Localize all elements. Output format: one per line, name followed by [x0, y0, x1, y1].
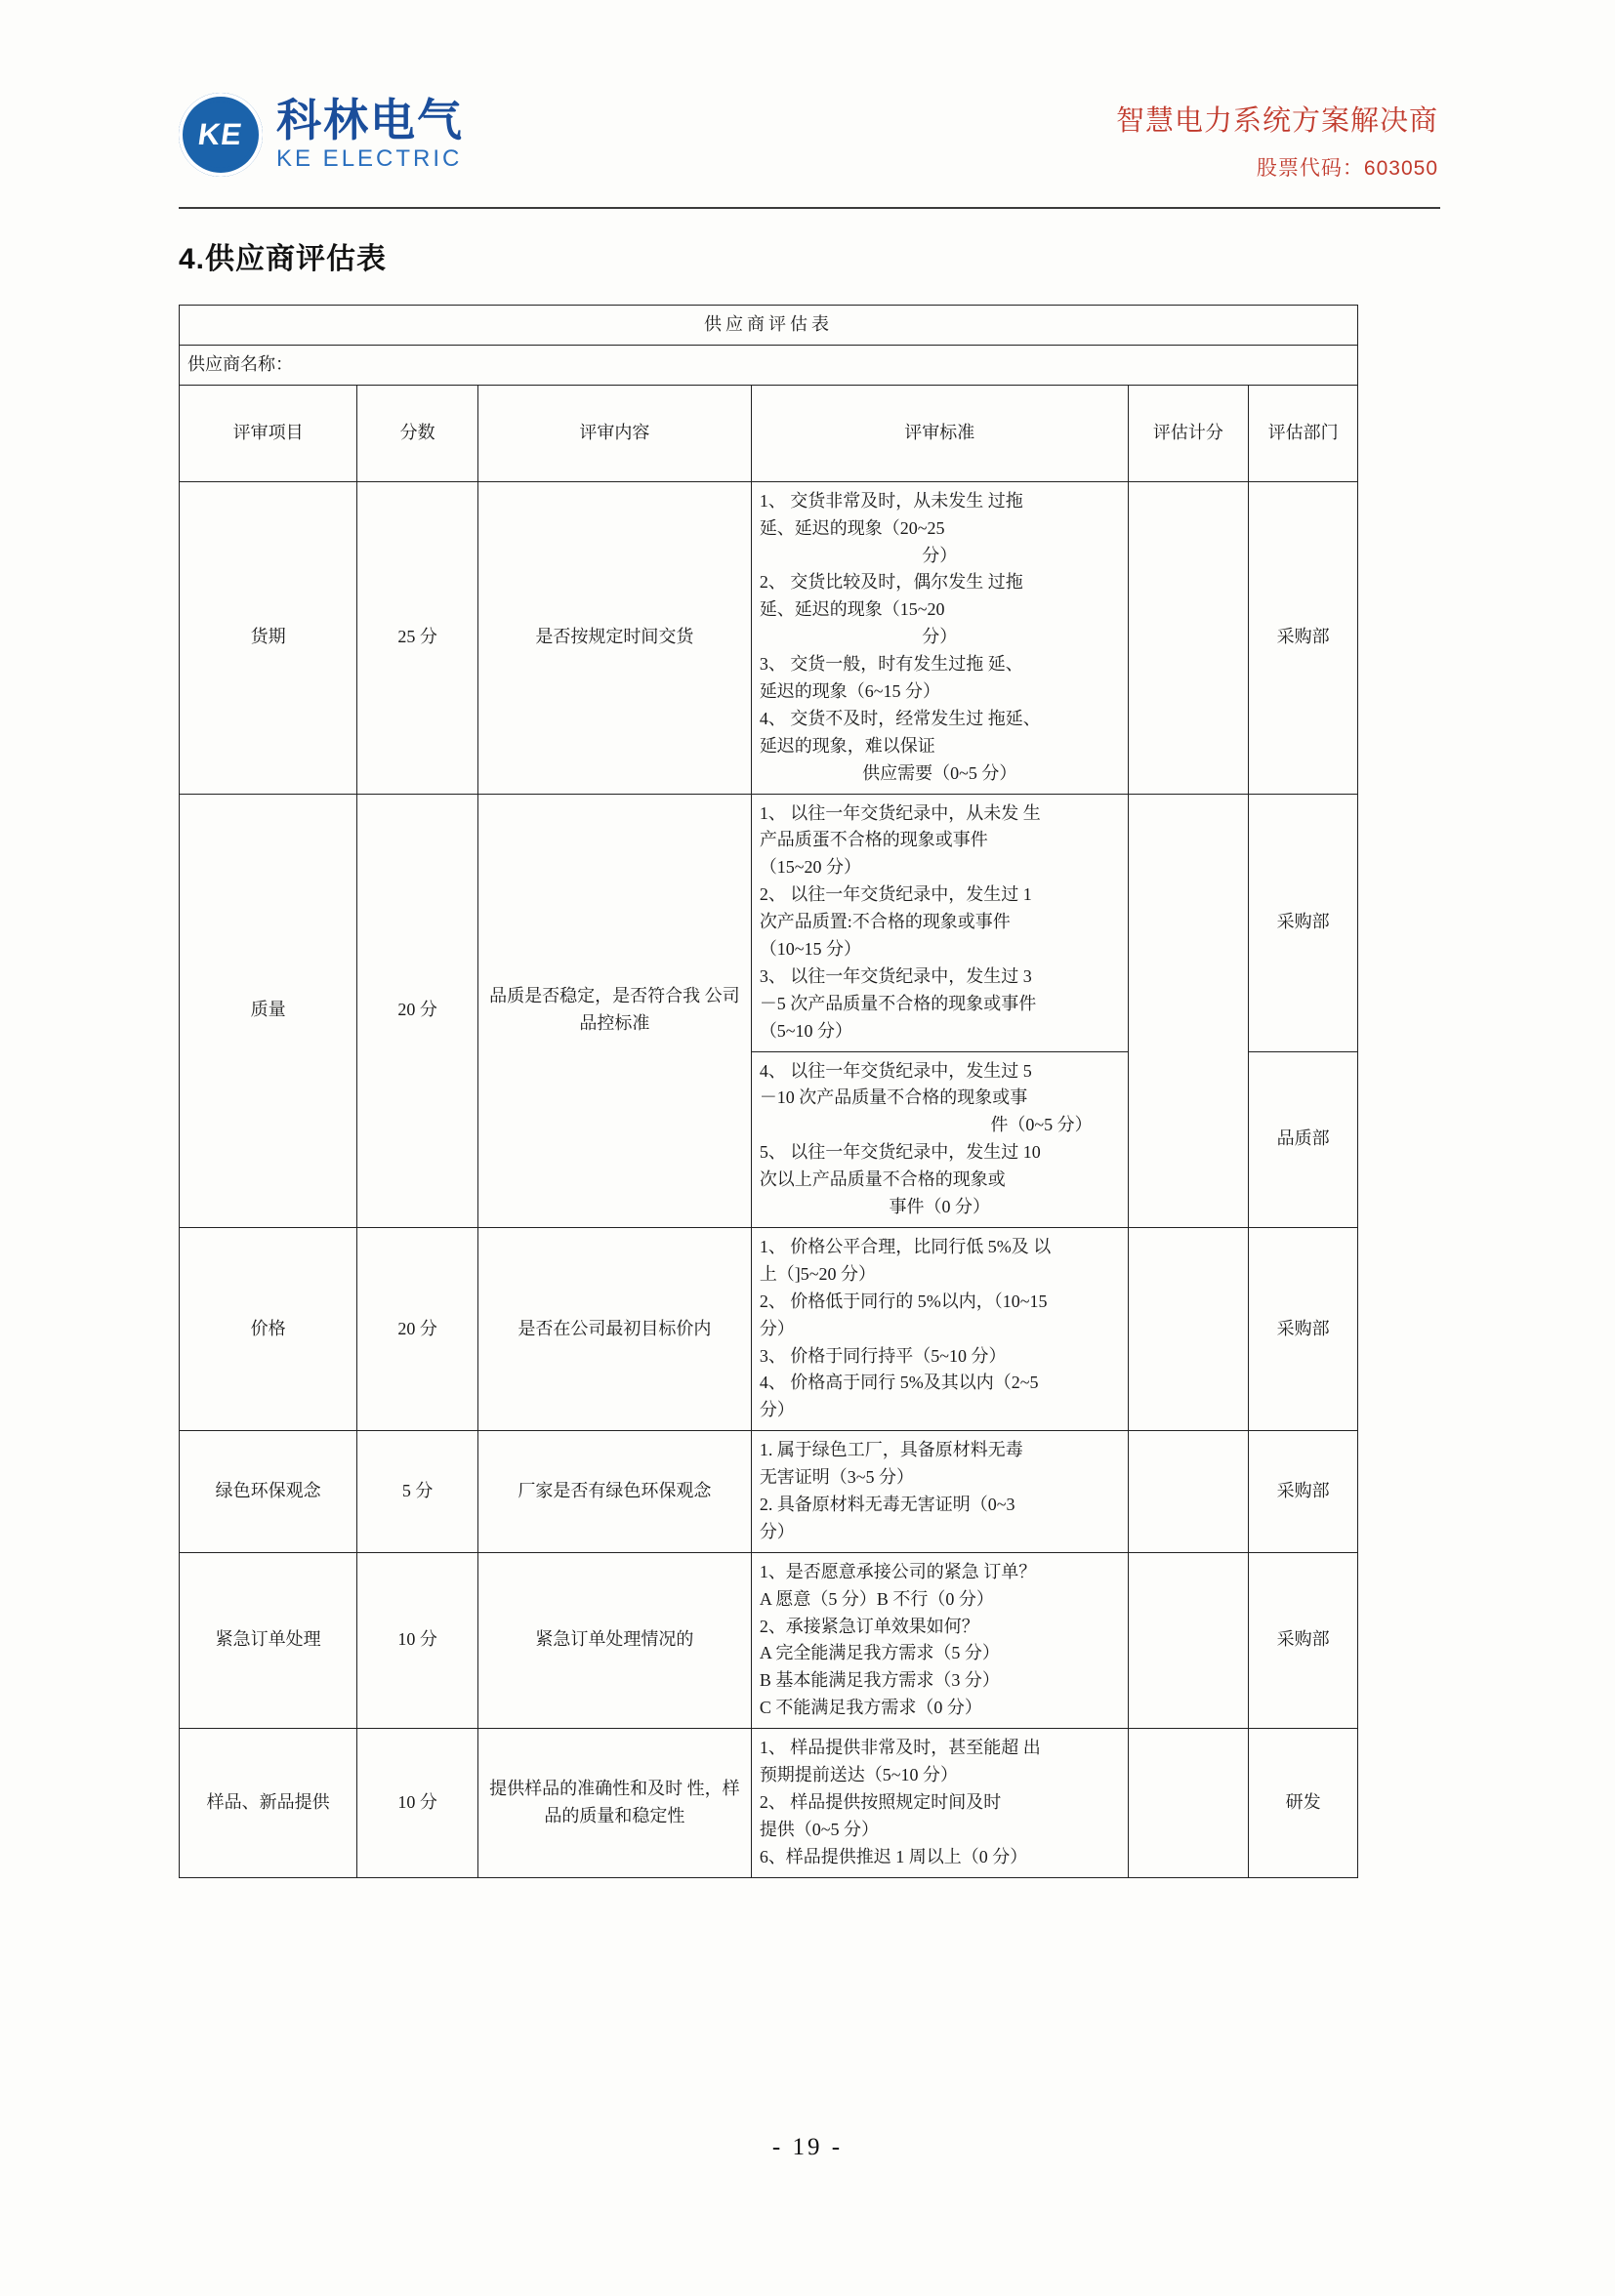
std-line: B 基本能满足我方需求（3 分）: [759, 1670, 1000, 1691]
header-tagline-block: [1116, 99, 1438, 182]
row-item: 货期: [180, 481, 357, 794]
evaluation-table-wrapper: [179, 305, 1358, 1878]
supplier-name-label: 供应商名称：: [180, 345, 1358, 385]
logo-mark-icon: [179, 93, 263, 177]
table-header-row: [180, 385, 1358, 481]
row-dept: 采购部: [1249, 794, 1358, 1051]
row-score: 20 分: [357, 794, 478, 1227]
std-line: 分）: [759, 1521, 795, 1541]
std-line: 1. 属于绿色工厂，具备原材料无毒: [759, 1440, 1023, 1460]
row-sum[interactable]: [1128, 1729, 1249, 1877]
row-content: 紧急订单处理情况的: [477, 1552, 751, 1728]
row-content: 品质是否稳定，是否符合我 公司品控标准: [477, 794, 751, 1227]
logo-name-cn: 科林电气: [276, 94, 464, 145]
supplier-name-row: [180, 345, 1358, 385]
std-line: －5 次产品质量不合格的现象或事件: [759, 993, 1037, 1013]
logo-mark-text: KE: [196, 117, 246, 151]
logo-name-en: KE ELECTRIC: [276, 145, 463, 173]
std-line: 延迟的现象（6~15 分）: [759, 681, 941, 702]
row-sum[interactable]: [1128, 481, 1249, 794]
std-line: 2、 价格低于同行的 5%以内，（10~15: [759, 1291, 1048, 1311]
std-line: 次产品质置:不合格的现象或事件: [759, 912, 1011, 932]
row-standard: [751, 481, 1128, 794]
row-content: 提供样品的准确性和及时 性，样品的质量和稳定性: [477, 1729, 751, 1877]
column-header-item: 评审项目: [180, 385, 357, 481]
row-score: 10 分: [357, 1552, 478, 1728]
row-sum[interactable]: [1128, 1552, 1249, 1728]
row-content: 厂家是否有绿色环保观念: [477, 1431, 751, 1553]
row-standard-continued: [751, 1051, 1128, 1227]
std-line: （15~20 分）: [759, 857, 862, 878]
row-standard: [751, 1227, 1128, 1430]
std-line: A 完全能满足我方需求（5 分）: [759, 1643, 1000, 1663]
std-line: 无害证明（3~5 分）: [759, 1467, 915, 1488]
row-item: 绿色环保观念: [180, 1431, 357, 1553]
supplier-evaluation-table: [179, 305, 1358, 1878]
std-line: 1、 交货非常及时，从未发生 过拖: [759, 490, 1023, 511]
std-line: 2、承接紧急订单效果如何？: [759, 1616, 979, 1636]
row-standard: [751, 1431, 1128, 1553]
table-row: [180, 794, 1358, 1051]
std-line: （5~10 分）: [759, 1020, 853, 1041]
row-dept: 采购部: [1249, 481, 1358, 794]
row-dept: 研发: [1249, 1729, 1358, 1877]
std-line: 5、 以往一年交货纪录中，发生过 10: [759, 1142, 1041, 1163]
std-line: 1、 样品提供非常及时，甚至能超 出: [759, 1738, 1041, 1758]
std-line: 事件（0 分）: [889, 1197, 990, 1217]
std-line: 3、 交货一般，时有发生过拖 延、: [759, 654, 1023, 675]
row-item: 质量: [180, 794, 357, 1227]
std-line: （10~15 分）: [759, 939, 862, 960]
std-line: －10 次产品质量不合格的现象或事: [759, 1087, 1028, 1108]
row-sum[interactable]: [1128, 1431, 1249, 1553]
std-line: 上（]5~20 分）: [759, 1263, 877, 1284]
std-line: A 愿意（5 分）B 不行（0 分）: [759, 1588, 994, 1609]
std-line: 延、延迟的现象（15~20: [759, 599, 945, 620]
row-content: 是否按规定时间交货: [477, 481, 751, 794]
company-logo: [179, 93, 464, 177]
row-content: 是否在公司最初目标价内: [477, 1227, 751, 1430]
column-header-dept: 评估部门: [1249, 385, 1358, 481]
std-line: 分）: [922, 545, 958, 565]
column-header-sum: 评估计分: [1128, 385, 1249, 481]
std-line: 提供（0~5 分）: [759, 1819, 880, 1839]
row-dept: 采购部: [1249, 1227, 1358, 1430]
table-title: 供应商评估表: [180, 306, 1358, 346]
row-standard: [751, 1552, 1128, 1728]
std-line: C 不能满足我方需求（0 分）: [759, 1698, 982, 1718]
std-line: 2、 交货比较及时，偶尔发生 过拖: [759, 572, 1023, 593]
std-line: 供应需要（0~5 分）: [862, 762, 1017, 783]
table-row: [180, 1729, 1358, 1877]
std-line: 3、 以往一年交货纪录中，发生过 3: [759, 965, 1032, 986]
column-header-standard: 评审标准: [751, 385, 1128, 481]
table-row: [180, 1552, 1358, 1728]
header-slogan: 智慧电力系统方案解决商: [1115, 105, 1438, 137]
row-standard: [751, 1729, 1128, 1877]
header-stock-code: 股票代码：603050: [1256, 157, 1438, 180]
std-line: 2. 具备原材料无毒无害证明（0~3: [759, 1494, 1015, 1514]
row-sum[interactable]: [1128, 1227, 1249, 1430]
std-line: 1、 以往一年交货纪录中，从未发 生: [759, 802, 1041, 823]
row-score: 25 分: [357, 481, 478, 794]
page-header: [179, 93, 1438, 195]
table-row: [180, 1431, 1358, 1553]
std-line: 4、 交货不及时，经常发生过 拖延、: [759, 708, 1041, 728]
std-line: 1、是否愿意承接公司的紧急 订单？: [759, 1561, 1037, 1581]
row-dept-secondary: 品质部: [1249, 1051, 1358, 1227]
row-item: 样品、新品提供: [180, 1729, 357, 1877]
std-line: 延迟的现象，难以保证: [759, 735, 935, 756]
std-line: 2、 样品提供按照规定时间及时: [759, 1791, 1002, 1812]
header-divider: [179, 207, 1440, 209]
row-score: 5 分: [357, 1431, 478, 1553]
table-title-row: [180, 306, 1358, 346]
std-line: 分）: [759, 1318, 795, 1338]
page-number: - 19 -: [771, 2134, 844, 2160]
std-line: 1、 价格公平合理，比同行低 5%及 以: [759, 1236, 1052, 1256]
row-dept: 采购部: [1249, 1552, 1358, 1728]
std-line: 次以上产品质量不合格的现象或: [759, 1169, 1006, 1190]
std-line: 6、样品提供推迟 1 周以上（0 分）: [759, 1846, 1028, 1866]
std-line: 3、 价格于同行持平（5~10 分）: [759, 1345, 1007, 1366]
table-row: [180, 1227, 1358, 1430]
std-line: 4、 以往一年交货纪录中，发生过 5: [759, 1060, 1032, 1081]
std-line: 4、 价格高于同行 5%及其以内（2~5: [759, 1373, 1039, 1393]
row-score: 20 分: [357, 1227, 478, 1430]
std-line: 产品质蛋不合格的现象或事件: [759, 830, 988, 850]
std-line: 预期提前送达（5~10 分）: [759, 1764, 959, 1784]
column-header-score: 分数: [357, 385, 478, 481]
std-line: 2、 以往一年交货纪录中，发生过 1: [759, 884, 1032, 905]
table-row: [180, 481, 1358, 794]
row-score: 10 分: [357, 1729, 478, 1877]
std-line: 延、延迟的现象（20~25: [759, 517, 945, 538]
std-line: 件（0~5 分）: [990, 1115, 1093, 1135]
column-header-content: 评审内容: [477, 385, 751, 481]
row-dept: 采购部: [1249, 1431, 1358, 1553]
section-title: 4.供应商评估表: [179, 243, 388, 275]
std-line: 分）: [759, 1400, 795, 1420]
row-item: 价格: [180, 1227, 357, 1430]
row-item: 紧急订单处理: [180, 1552, 357, 1728]
row-sum[interactable]: [1128, 794, 1249, 1227]
row-standard: [751, 794, 1128, 1051]
std-line: 分）: [922, 627, 958, 647]
